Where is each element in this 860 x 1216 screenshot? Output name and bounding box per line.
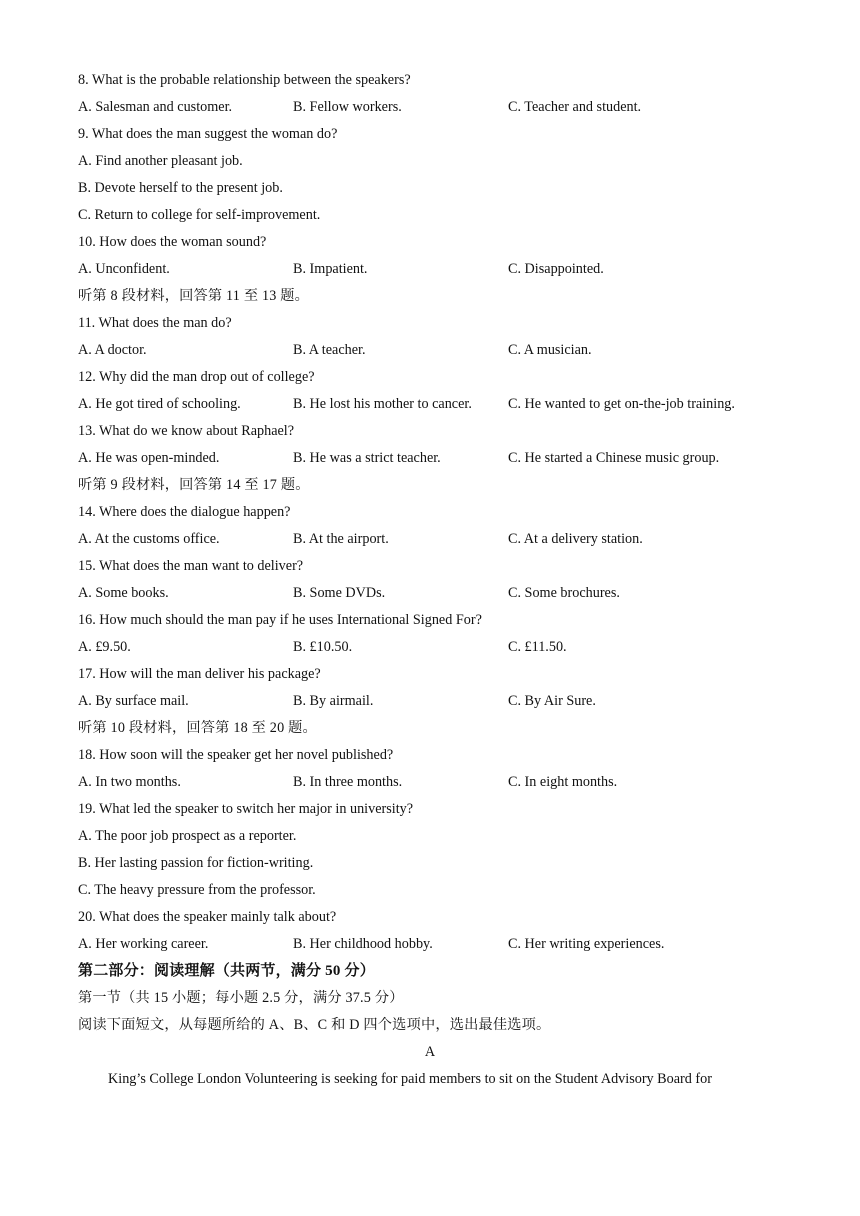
options-17 <box>78 691 596 711</box>
option-c: C. By Air Sure. <box>508 693 596 709</box>
option-b: B. Her childhood hobby. <box>293 936 433 952</box>
option-a: A. Salesman and customer. <box>78 99 233 115</box>
option-b: B. Her lasting passion for fiction-writing. <box>78 855 314 871</box>
option-b: B. In three months. <box>293 774 403 790</box>
option-c: C. The heavy pressure from the professor. <box>78 882 316 898</box>
options-13 <box>78 448 720 468</box>
option-c: C. A musician. <box>508 342 592 358</box>
question-15: 15. What does the man want to deliver? <box>78 558 304 574</box>
option-a: A. In two months. <box>78 774 181 790</box>
question-8: 8. What is the probable relationship between the speakers? <box>78 72 411 88</box>
question-20: 20. What does the speaker mainly talk about? <box>78 909 337 925</box>
options-8 <box>78 97 642 117</box>
option-c: C. In eight months. <box>508 774 618 790</box>
option-b: B. Some DVDs. <box>293 585 386 601</box>
options-18 <box>78 772 618 792</box>
passage-label: A <box>424 1044 436 1060</box>
options-11 <box>78 340 592 360</box>
option-a: A. Unconfident. <box>78 261 170 277</box>
passage-text: King’s College London Volunteering is seeking for paid members to sit on the Student Advisory Board for <box>108 1071 712 1087</box>
question-19: 19. What led the speaker to switch her major in university? <box>78 801 414 817</box>
question-16: 16. How much should the man pay if he uses International Signed For? <box>78 612 482 628</box>
option-b: B. He lost his mother to cancer. <box>293 396 472 412</box>
option-b: B. Impatient. <box>293 261 368 277</box>
question-10: 10. How does the woman sound? <box>78 234 267 250</box>
option-a: A. Find another pleasant job. <box>78 153 243 169</box>
section1-heading: 第一节（共 15 小题；每小题 2.5 分，满分 37.5 分） <box>78 990 404 1006</box>
question-17: 17. How will the man deliver his package? <box>78 666 321 682</box>
options-10 <box>78 259 604 279</box>
directions: 阅读下面短文，从每题所给的 A、B、C 和 D 四个选项中，选出最佳选项。 <box>78 1017 551 1033</box>
option-b: B. He was a strict teacher. <box>293 450 441 466</box>
question-11: 11. What does the man do? <box>78 315 232 331</box>
option-a: A. He was open-minded. <box>78 450 220 466</box>
segment-10-instruction: 听第 10 段材料，回答第 18 至 20 题。 <box>78 720 317 736</box>
part2-heading: 第二部分：阅读理解（共两节，满分 50 分） <box>78 963 375 979</box>
option-c: C. Disappointed. <box>508 261 604 277</box>
option-b: B. Fellow workers. <box>293 99 402 115</box>
option-b: B. By airmail. <box>293 693 374 709</box>
question-13: 13. What do we know about Raphael? <box>78 423 295 439</box>
options-14 <box>78 529 643 549</box>
question-18: 18. How soon will the speaker get her novel published? <box>78 747 394 763</box>
option-b: B. Devote herself to the present job. <box>78 180 283 196</box>
option-a: A. He got tired of schooling. <box>78 396 241 412</box>
segment-9-instruction: 听第 9 段材料，回答第 14 至 17 题。 <box>78 477 310 493</box>
option-a: A. At the customs office. <box>78 531 220 547</box>
option-c: C. He wanted to get on-the-job training. <box>508 396 735 412</box>
option-c: C. Some brochures. <box>508 585 620 601</box>
options-12 <box>78 394 735 414</box>
option-a: A. A doctor. <box>78 342 147 358</box>
question-14: 14. Where does the dialogue happen? <box>78 504 291 520</box>
option-a: A. Some books. <box>78 585 169 601</box>
options-16 <box>78 637 567 657</box>
question-12: 12. Why did the man drop out of college? <box>78 369 315 385</box>
option-a: A. The poor job prospect as a reporter. <box>78 828 297 844</box>
options-15 <box>78 583 620 603</box>
option-a: A. By surface mail. <box>78 693 189 709</box>
option-c: C. Her writing experiences. <box>508 936 665 952</box>
options-20 <box>78 934 665 954</box>
segment-8-instruction: 听第 8 段材料，回答第 11 至 13 题。 <box>78 288 310 304</box>
option-a: A. £9.50. <box>78 639 131 655</box>
option-c: C. Return to college for self-improvement. <box>78 207 321 223</box>
option-b: B. At the airport. <box>293 531 389 547</box>
option-a: A. Her working career. <box>78 936 209 952</box>
option-c: C. He started a Chinese music group. <box>508 450 720 466</box>
option-c: C. At a delivery station. <box>508 531 643 547</box>
question-9: 9. What does the man suggest the woman do? <box>78 126 338 142</box>
option-c: C. £11.50. <box>508 639 567 655</box>
option-c: C. Teacher and student. <box>508 99 642 115</box>
option-b: B. £10.50. <box>293 639 353 655</box>
option-b: B. A teacher. <box>293 342 366 358</box>
